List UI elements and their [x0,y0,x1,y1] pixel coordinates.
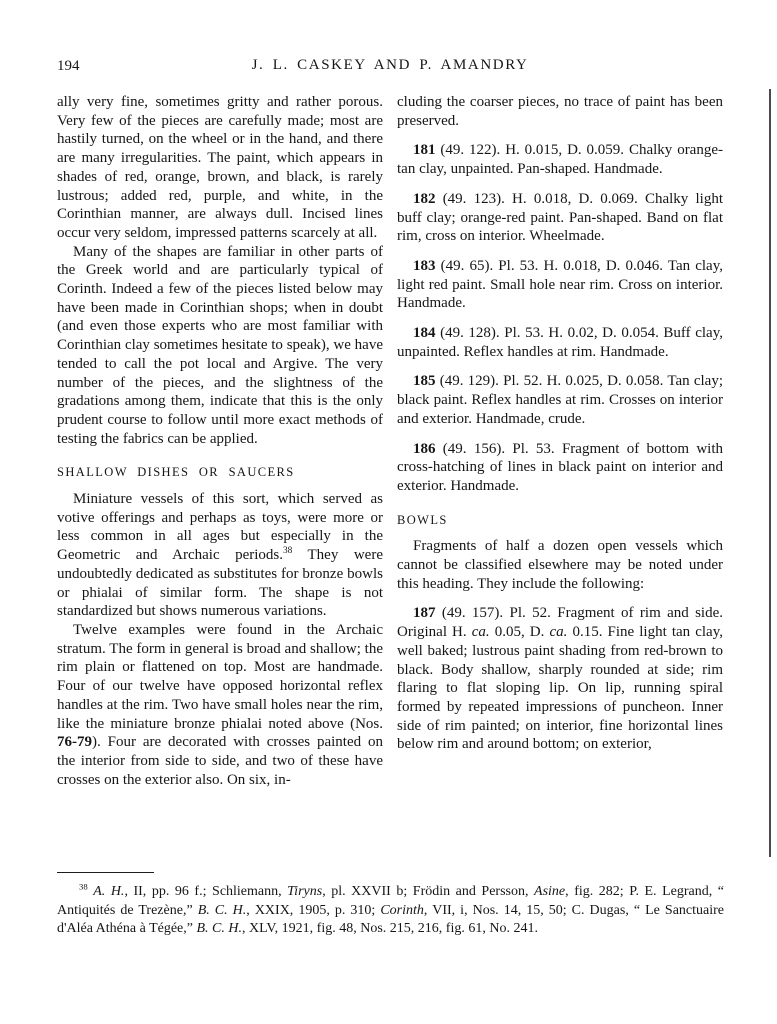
catalog-entry-186 [397,440,723,496]
text-columns [57,93,723,789]
entry-number-183: 183 [413,257,436,274]
catalog-entry-183 [397,257,723,313]
section-heading-bowls: BOWLS [397,512,448,527]
entry-body-181: (49. 122). H. 0.015, D. 0.059. Chalky orange-tan clay, unpainted. Pan-shaped. Handmade. [397,142,723,178]
right-column [397,93,723,789]
entry-number-185: 185 [413,373,436,390]
paragraph-twelve-examples: Twelve examples were found in the Archaic stratum. The form in general is broad and shallow; the rim plain or flattened on top. Most are handmade. Four of our twelve have opposed horizontal reflex handles at the rim. Two have small holes near the rim, like the miniature bronze phialai noted above (Nos. 76-79). Four are decorated with crosses painted on the interior from side to side, and two of these have crosses on the exterior also. On six, in- [57,621,383,788]
entry-number-187: 187 [413,605,436,622]
catalog-entry-184 [397,324,723,361]
catalog-entry-182 [397,190,723,246]
entry-body-184: (49. 128). Pl. 53. H. 0.02, D. 0.054. Buff clay, unpainted. Reflex handles at rim. Handmade. [397,325,723,360]
entry-number-184: 184 [413,325,436,342]
entry-number-186: 186 [413,440,436,457]
page-number: 194 [57,58,80,74]
paragraph-cluding-continuation: cluding the coarser pieces, no trace of paint has been preserved. [397,94,723,129]
entry-number-182: 182 [413,190,436,207]
paragraph-shapes: Many of the shapes are familiar in other parts of the Greek world and are particularly typical of Corinth. Indeed a few of the pieces listed below may have been made in Corinthian shops; when in doubt (and even those experts who are most familiar with Corinthian clay sometimes hesitate to speak), we have tended to call the pot local and Argive. The very number of the pieces, and the slightness of the gradations among them, indicate that this is the only prudent course to follow until more exact methods of testing the fabrics can be applied. [57,243,383,447]
section-heading-shallow-dishes: SHALLOW DISHES OR SAUCERS [57,465,295,480]
footnote-38: $^{38}$ A. H., II, pp. 96 f.; Schliemann, Tiryns, pl. XXVII b; Frödin and Persson, Asine, fig. 282; P. E. Legrand, “ Antiquités de Trezène,” B. C. H., XXIX, 1905, p. 310; Corinth, VII, i, Nos. 14, 15, 50; C. Dugas, “ Le Sanctuaire d'Aléa Athéna à Tégée,” B. C. H., XLV, 1921, fig. 48, Nos. 215, 216, fig. 61, No. 241. [57,881,724,937]
paragraph-fabric-continuation: ally very fine, sometimes gritty and rather porous. Very few of the pieces are carefully made; most are hastily turned, on the wheel or in the hand, and there are many irregularities. The paint, which appears in shades of red, orange, brown, and black, is rarely lustrous; added red, purple, and white, in the Corinthian manner, are always dull. Incised lines occur very seldom, impressed patterns scarcely at all. [57,94,383,241]
entry-body-186: (49. 156). Pl. 53. Fragment of bottom with cross-hatching of lines in black paint on interior and exterior. Handmade. [397,440,723,494]
catalog-entry-185 [397,372,723,428]
entry-body-187: (49. 157). Pl. 52. Fragment of rim and side. Original H. ca. 0.05, D. ca. 0.15. Fine light tan clay, well baked; lustrous paint shading from red-brown to black. Body shallow, sharply rounded at side; rim flaring to flat sloping lip. On lip, running spiral formed by repeated impressions of puncheon. Inner side of rim painted; on interior, fine horizontal lines below rim and around bottom; on exterior, [397,605,723,753]
entry-body-182: (49. 123). H. 0.018, D. 0.069. Chalky light buff clay; orange-red paint. Pan-shaped. Band on flat rim, cross on interior. Wheelmade. [397,190,723,245]
scan-edge-artifact [769,89,771,857]
catalog-entry-181 [397,141,723,178]
entry-body-183: (49. 65). Pl. 53. H. 0.018, D. 0.046. Tan clay, light red paint. Small hole near rim. Cross on interior. Handmade. [397,257,723,312]
entry-number-181: 181 [413,142,436,159]
footnote-rule [57,872,154,873]
running-header-title: J. L. CASKEY AND P. AMANDRY [251,57,529,73]
catalog-entry-187 [397,604,723,754]
paragraph-miniature-vessels: Miniature vessels of this sort, which served as votive offerings and perhaps as toys, were more or less common in all ages but especially in the Geometric and Archaic periods.$^{38}$ They were undoubtedly dedicated as substitutes for bronze bowls or phialai of similar form. The shape is not standardized but shows numerous variations. [57,491,383,620]
entry-body-185: (49. 129). Pl. 52. H. 0.025, D. 0.058. Tan clay; black paint. Reflex handles at rim. Crosses on interior and exterior. Handmade, crude. [397,373,723,427]
running-header [57,57,723,77]
left-column [57,93,383,789]
paragraph-bowls-intro: Fragments of half a dozen open vessels which cannot be classified elsewhere may be noted under this heading. They include the following: [397,538,723,592]
